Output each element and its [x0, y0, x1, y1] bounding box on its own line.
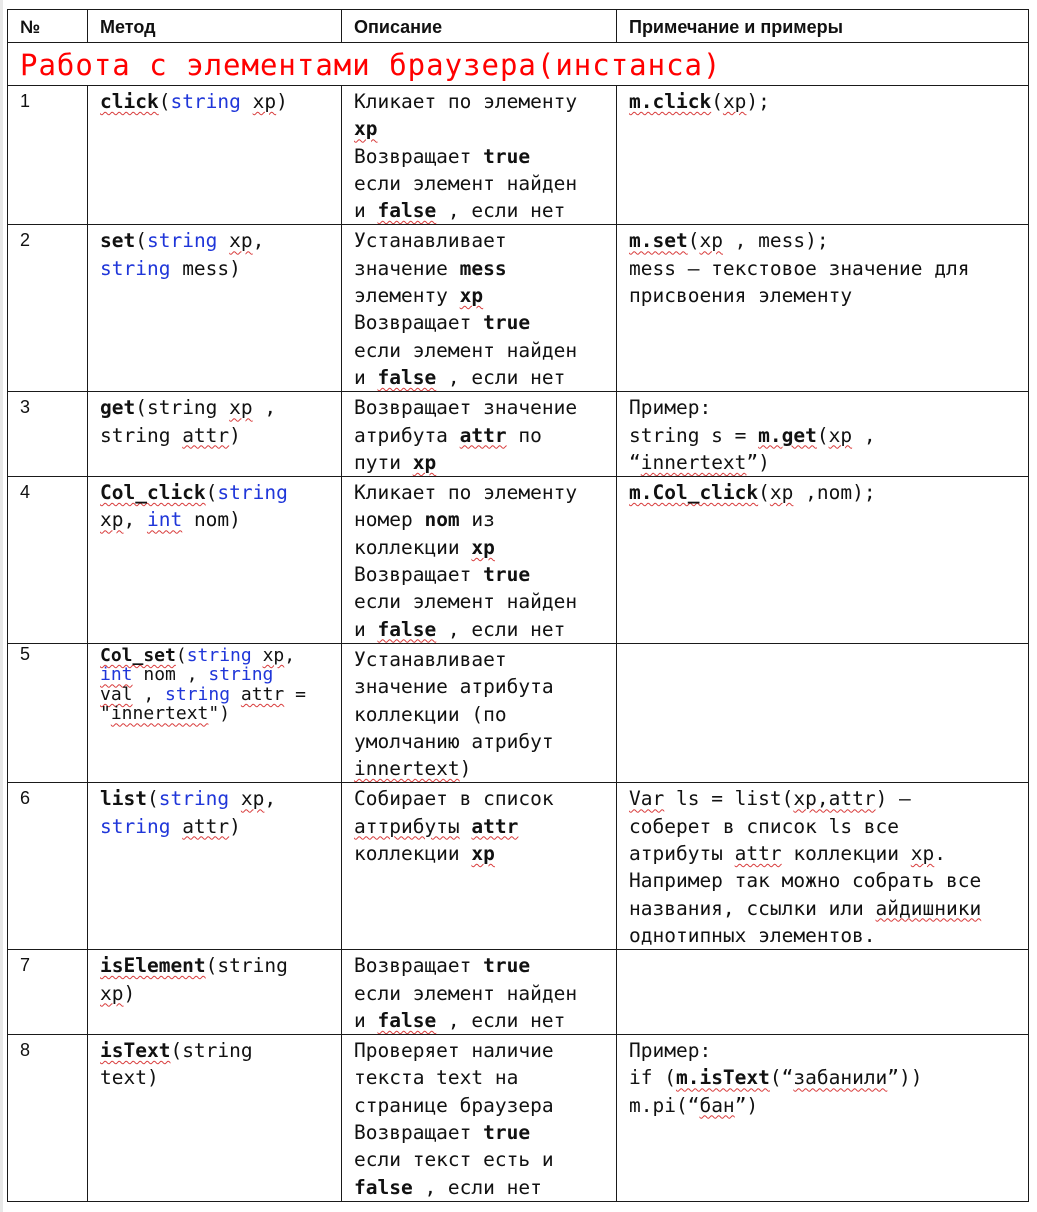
text-run: click	[100, 90, 159, 113]
text-run: val	[100, 683, 133, 705]
text-run: (	[146, 787, 159, 811]
text-run: true	[483, 1120, 531, 1144]
row-number: 7	[8, 950, 88, 1035]
description-line	[354, 282, 616, 309]
text-run: ) –	[875, 787, 911, 811]
text-run: текста text на	[354, 1066, 519, 1090]
text-run: nom ,	[132, 664, 209, 686]
method-notes	[617, 643, 1029, 782]
text-run: (string	[170, 1039, 253, 1063]
text-run: (string	[135, 396, 230, 420]
text-run: m.pi(“	[629, 1093, 700, 1117]
text-run: "	[100, 703, 111, 725]
notes-line	[629, 1064, 1028, 1091]
text-run: если элемент найден	[354, 171, 578, 195]
description-line	[354, 422, 616, 449]
text-run: xp	[828, 423, 853, 447]
header-method: Метод	[88, 10, 342, 43]
text-run: Собирает в список	[354, 787, 554, 811]
description-line	[354, 88, 616, 115]
text-run: коллекции (по	[354, 702, 507, 726]
text-run: Возвращает	[354, 144, 484, 168]
text-run: attr	[182, 423, 230, 447]
text-run: xp	[100, 508, 124, 532]
method-description	[342, 643, 617, 782]
text-run: xp,attr	[793, 787, 876, 811]
header-description: Описание	[342, 10, 617, 43]
text-run: атрибуты	[629, 842, 735, 866]
method-signature	[88, 950, 342, 1035]
text-run: если элемент найден	[354, 338, 578, 362]
text-run: xp	[471, 842, 495, 866]
description-line	[354, 980, 616, 1007]
text-run: Пример:	[629, 1039, 712, 1063]
text-run: ,nom);	[793, 481, 876, 505]
method-signature	[88, 392, 342, 477]
text-run: nom	[424, 508, 460, 532]
table-row	[8, 643, 1029, 782]
text-run: умолчанию атрибут	[354, 729, 554, 753]
method-notes	[617, 392, 1029, 477]
description-line	[354, 646, 616, 673]
method-signature	[88, 643, 342, 782]
text-run: , если нет	[436, 617, 566, 641]
text-run: xp	[699, 229, 723, 253]
text-run: true	[483, 311, 531, 335]
text-run: ,	[252, 396, 277, 420]
notes-line	[629, 867, 1028, 894]
text-run: Возвращает значение	[354, 396, 578, 420]
text-run: элементу	[354, 284, 460, 308]
text-run: ls = list(	[664, 787, 794, 811]
text-run: коллекции	[781, 842, 911, 866]
text-run: Col_click	[100, 481, 206, 505]
row-number: 6	[8, 783, 88, 950]
text-run: innertext	[354, 757, 460, 781]
text-run: из	[459, 508, 495, 532]
notes-line	[629, 88, 1028, 115]
description-line	[354, 728, 616, 755]
text-run: m.isText	[675, 1066, 770, 1090]
text-run: string	[146, 229, 230, 253]
description-line	[354, 673, 616, 700]
text-run: string	[208, 664, 274, 686]
text-run: )	[276, 90, 288, 113]
text-run: значение	[354, 256, 460, 280]
text-run: Проверяет наличие	[354, 1039, 554, 1063]
method-description	[342, 392, 617, 477]
text-run: .	[934, 842, 947, 866]
description-line	[354, 337, 616, 364]
description-line	[354, 785, 616, 812]
text-run: true	[483, 954, 531, 978]
text-run: коллекции	[354, 535, 472, 559]
description-line	[354, 506, 616, 533]
text-run: и	[354, 617, 378, 641]
text-run: xp	[412, 450, 437, 474]
text-run: text)	[100, 1066, 159, 1090]
text-run: если элемент найден	[354, 590, 578, 614]
text-run: ,	[132, 683, 166, 705]
method-signature	[88, 86, 342, 225]
row-number: 4	[8, 477, 88, 644]
text-run: xp	[229, 396, 253, 420]
text-run: nom)	[182, 508, 241, 532]
text-run: false	[377, 199, 437, 223]
row-number: 8	[8, 1035, 88, 1202]
text-run: xp	[252, 90, 277, 113]
notes-line	[629, 840, 1028, 867]
header-row	[8, 10, 1029, 43]
text-run: соберет в список ls все	[629, 814, 900, 838]
description-line	[354, 364, 616, 391]
text-run: attr	[471, 814, 519, 838]
text-run: если элемент найден	[354, 981, 578, 1005]
text-run: string	[165, 683, 241, 705]
text-run: Устанавливает	[354, 229, 507, 253]
text-run: xp	[910, 842, 935, 866]
text-run: и	[354, 365, 378, 389]
table-row	[8, 225, 1029, 392]
row-number: 5	[8, 643, 88, 782]
text-run: , mess);	[722, 229, 829, 253]
method-notes	[617, 225, 1029, 392]
text-run: Устанавливает	[354, 647, 507, 671]
text-run: атрибута	[354, 423, 460, 447]
text-run: xp	[240, 787, 265, 811]
text-run: , если нет	[436, 199, 566, 223]
method-signature	[88, 1035, 342, 1202]
header-notes: Примечание и примеры	[617, 10, 1029, 43]
description-line	[354, 449, 616, 476]
text-run: ,	[123, 508, 147, 532]
text-run: Возвращает	[354, 954, 484, 978]
text-run: mess	[459, 256, 507, 280]
description-line	[354, 1064, 616, 1091]
method-description	[342, 783, 617, 950]
row-number: 2	[8, 225, 88, 392]
text-run: string	[217, 481, 288, 505]
description-line	[354, 1119, 616, 1146]
table-row	[8, 1035, 1029, 1202]
text-run: странице браузера	[354, 1093, 554, 1117]
text-run: аттрибуты	[354, 814, 460, 838]
text-run: string	[100, 423, 183, 447]
description-line	[354, 1007, 616, 1034]
text-run: attr	[182, 814, 230, 838]
notes-line	[629, 813, 1028, 840]
method-signature	[88, 225, 342, 392]
method-notes	[617, 783, 1029, 950]
text-run: (“	[769, 1066, 794, 1090]
text-run: ,	[852, 423, 876, 447]
notes-line	[629, 895, 1028, 922]
text-run: false	[377, 617, 437, 641]
method-description	[342, 477, 617, 644]
text-run: mess – текстовое значение для	[629, 256, 970, 280]
description-line	[354, 227, 616, 254]
table-row	[8, 86, 1029, 225]
notes-line	[629, 227, 1028, 254]
text-run: (	[758, 481, 770, 505]
notes-line	[629, 255, 1028, 282]
table-row	[8, 392, 1029, 477]
text-run: ,	[252, 229, 265, 253]
text-run: )	[459, 757, 472, 781]
text-run: attr	[734, 842, 782, 866]
text-run: (	[158, 90, 171, 113]
text-run: string s =	[629, 423, 759, 447]
text-run: ,	[264, 787, 277, 811]
text-run: string	[158, 787, 241, 811]
description-line	[354, 813, 616, 840]
notes-line	[629, 449, 1028, 476]
description-line	[354, 1174, 616, 1201]
text-run: (	[687, 229, 700, 253]
description-line	[354, 952, 616, 979]
text-run: пути	[354, 450, 413, 474]
text-run: attr	[240, 683, 285, 705]
text-run: isElement	[100, 954, 206, 978]
text-run: Col_set	[100, 644, 176, 666]
text-run: false	[377, 365, 437, 389]
text-run: int	[100, 664, 133, 686]
description-line	[354, 616, 616, 643]
text-run: однотипных элементов.	[629, 923, 876, 947]
text-run: )	[229, 814, 241, 838]
row-number: 1	[8, 86, 88, 225]
text-run: true	[483, 563, 531, 587]
row-number: 3	[8, 392, 88, 477]
text-run: mess)	[182, 256, 241, 280]
text-run: Возвращает	[354, 563, 484, 587]
text-run: false	[377, 1008, 437, 1032]
description-line	[354, 479, 616, 506]
description-line	[354, 394, 616, 421]
text-run: xp	[722, 90, 747, 113]
method-description	[342, 950, 617, 1035]
description-line	[354, 755, 616, 782]
description-line	[354, 255, 616, 282]
text-run: true	[483, 144, 531, 168]
text-run: string	[100, 256, 183, 280]
method-notes	[617, 1035, 1029, 1202]
text-run: если текст есть и	[354, 1148, 554, 1172]
description-line	[354, 115, 616, 142]
text-run: m.Col_click	[629, 481, 759, 505]
method-description	[342, 86, 617, 225]
description-line	[354, 561, 616, 588]
method-signature	[88, 477, 342, 644]
header-num: №	[8, 10, 88, 43]
text-run: innertext	[640, 450, 747, 474]
text-run: )	[229, 423, 241, 447]
notes-line	[629, 1037, 1028, 1064]
text-run: номер	[354, 508, 425, 532]
description-line	[354, 170, 616, 197]
method-notes	[617, 950, 1029, 1035]
text-run: =	[284, 683, 306, 705]
text-run: ,	[284, 644, 296, 666]
text-run: isText	[100, 1039, 171, 1063]
text-run: (	[135, 229, 147, 253]
text-run: xp	[459, 284, 484, 308]
text-run	[460, 815, 472, 838]
text-run: ”)	[746, 450, 770, 474]
text-run: xp	[471, 535, 495, 559]
description-line	[354, 701, 616, 728]
text-run: get	[100, 396, 136, 420]
description-line	[354, 143, 616, 170]
text-run: m.set	[629, 229, 688, 253]
notes-line	[629, 282, 1028, 309]
text-run: по	[506, 423, 542, 447]
text-run: , если нет	[436, 365, 566, 389]
notes-line	[629, 422, 1028, 449]
text-run: айдишники	[875, 896, 982, 920]
description-line	[354, 1037, 616, 1064]
text-run: (	[816, 423, 829, 447]
notes-line	[629, 479, 1028, 506]
method-signature	[88, 783, 342, 950]
text-run: xp	[354, 117, 378, 141]
text-run: Пример:	[629, 396, 712, 420]
text-run: if (	[629, 1066, 676, 1090]
text-run: string	[170, 90, 253, 113]
description-line	[354, 1092, 616, 1119]
text-run: значение атрибута	[354, 675, 554, 699]
text-run: attr	[459, 423, 507, 447]
text-run: false	[354, 1175, 413, 1199]
text-run: innertext	[110, 703, 209, 725]
text-run: бан	[699, 1093, 735, 1117]
notes-line	[629, 785, 1028, 812]
table-row	[8, 783, 1029, 950]
text-run: , если нет	[412, 1175, 542, 1199]
text-run: Возвращает	[354, 311, 484, 335]
description-line	[354, 840, 616, 867]
text-run: Var	[629, 787, 665, 811]
text-run: xp	[100, 981, 124, 1005]
text-run: int	[146, 508, 183, 532]
description-line	[354, 197, 616, 224]
text-run: (	[205, 481, 218, 505]
text-run: m.get	[758, 423, 817, 447]
table-row	[8, 477, 1029, 644]
text-run: и	[354, 199, 378, 223]
text-run: );	[746, 90, 770, 113]
text-run: list	[100, 787, 147, 811]
notes-line	[629, 1092, 1028, 1119]
text-run: Возвращает	[354, 1120, 484, 1144]
table-row	[8, 950, 1029, 1035]
text-run: set	[100, 229, 136, 253]
text-run: названия, ссылки или	[629, 896, 876, 920]
text-run: (string	[205, 954, 288, 978]
description-line	[354, 309, 616, 336]
text-run: )	[123, 981, 136, 1005]
methods-table	[7, 9, 1029, 1202]
text-run: string	[100, 814, 183, 838]
text-run: xp	[262, 644, 285, 666]
section-title: Работа с элементами браузера(инстанса)	[8, 43, 1029, 86]
page-edge	[0, 0, 3, 1212]
text-run: (	[711, 90, 723, 113]
notes-line	[629, 922, 1028, 949]
text-run: Например так можно собрать все	[629, 869, 982, 893]
text-run: и	[354, 1008, 378, 1032]
text-run: xp	[769, 481, 794, 505]
text-run: ")	[208, 703, 231, 725]
text-run: присвоения элементу	[629, 284, 853, 308]
method-description	[342, 225, 617, 392]
text-run: “	[629, 450, 641, 474]
description-line	[354, 1146, 616, 1173]
text-run: забанили	[793, 1066, 888, 1090]
text-run: Кликает по элементу	[354, 90, 578, 113]
text-run: ”))	[887, 1066, 923, 1090]
method-notes	[617, 477, 1029, 644]
text-run: , если нет	[436, 1008, 566, 1032]
text-run: Кликает по элементу	[354, 481, 578, 505]
notes-line	[629, 394, 1028, 421]
text-run: (	[175, 644, 187, 666]
text-run: ”)	[734, 1093, 759, 1117]
description-line	[354, 588, 616, 615]
method-description	[342, 1035, 617, 1202]
text-run: string	[186, 644, 263, 666]
description-line	[354, 534, 616, 561]
text-run: m.click	[629, 90, 712, 113]
section-row	[8, 43, 1029, 86]
text-run: xp	[229, 229, 253, 253]
text-run: коллекции	[354, 842, 472, 866]
method-notes	[617, 86, 1029, 225]
